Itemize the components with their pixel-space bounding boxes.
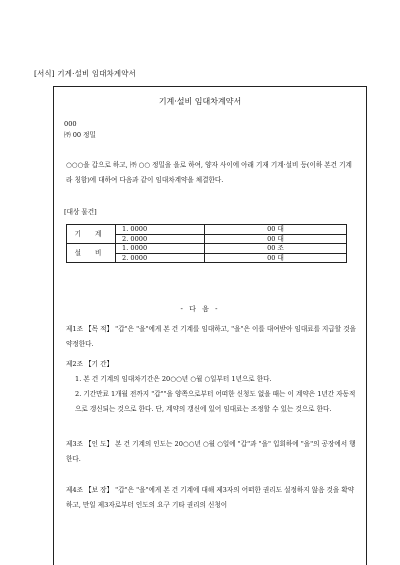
item-number-cell: 2. 0000 bbox=[116, 234, 205, 244]
quantity-cell: 00 대 bbox=[205, 234, 347, 244]
category-cell: 설 비 bbox=[67, 244, 116, 263]
table-row bbox=[67, 225, 347, 235]
item-number-cell: 1. 0000 bbox=[116, 244, 205, 254]
party-b-name: ㈜ 00 정밀 bbox=[64, 131, 96, 139]
quantity-cell: 00 대 bbox=[205, 253, 347, 263]
article-3-heading: 제3조 【인 도】 bbox=[66, 440, 114, 448]
below-heading: - 다 음 - bbox=[180, 305, 220, 313]
item-number-cell: 2. 0000 bbox=[116, 253, 205, 263]
article-1-body: "갑"은 "을"에게 본 건 기계를 임대하고, "을"은 이를 대여받아 임대료를 지급할 것을 약정한다. bbox=[66, 325, 356, 348]
document-title: 기계·설비 임대차계약서 bbox=[158, 97, 242, 106]
article-4-heading: 제4조 【보 장】 bbox=[66, 486, 114, 494]
item-number-cell: 1. 0000 bbox=[116, 225, 205, 235]
article-4 bbox=[66, 483, 360, 513]
form-label: [서식] 기계·설비 임대차계약서 bbox=[34, 69, 136, 78]
table-row bbox=[67, 244, 347, 254]
article-2-heading: 제2조 【기 간】 bbox=[66, 360, 114, 368]
category-cell: 기 계 bbox=[67, 225, 116, 244]
article-4-body: "갑"은 "을"에게 본 건 기계에 대해 제3자의 어떠한 권리도 설정하지 않음 것을 확약하고, 만일 제3자로부터 인도의 요구 기타 권리의 신청이 bbox=[66, 486, 355, 509]
article-1 bbox=[66, 322, 360, 352]
article-2-item-2: 2. 기간만료 1개월 전까지 "갑""을 양쪽으로부터 어떠한 신청도 없을 때는 이 계약은 1년간 자동적으로 갱신되는 것으로 한다. 단, 계약의 갱신에 있어 임대료는 조정할 수 있는 것으로 한다. bbox=[75, 390, 356, 413]
article-1-heading: 제1조 【목 적】 bbox=[66, 325, 114, 333]
target-table bbox=[66, 224, 347, 263]
intro-paragraph: ○○○을 갑으로 하고, ㈜ ○○ 정밀을 을로 하여, 양자 사이에 아래 기재 기계·설비 등(이하 본건 기계라 칭함)에 대하여 다음과 같이 임대차계약을 체결한다. bbox=[66, 161, 352, 184]
target-heading: [대상 물건] bbox=[64, 208, 97, 216]
party-a-name: 000 bbox=[64, 120, 77, 128]
article-2-item-1: 1. 본 건 기계의 임대차기간은 20○○년 ○월 ○일부터 1년으로 한다. bbox=[75, 375, 272, 383]
article-3 bbox=[66, 437, 360, 467]
quantity-cell: 00 대 bbox=[205, 225, 347, 235]
quantity-cell: 00 조 bbox=[205, 244, 347, 254]
article-3-body: 본 건 기계의 인도는 20○○년 ○월 ○일에 "갑"과 "을" 입회하에 "을"의 공장에서 행한다. bbox=[66, 440, 356, 463]
